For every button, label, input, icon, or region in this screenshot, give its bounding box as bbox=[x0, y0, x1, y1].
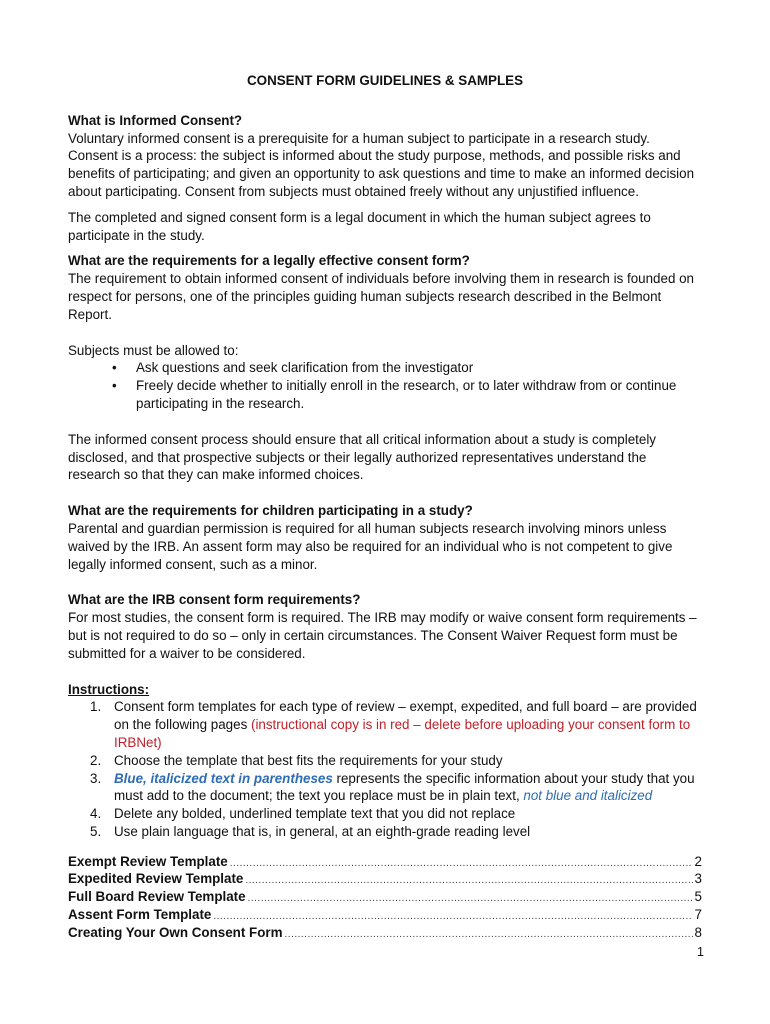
document-page bbox=[68, 66, 702, 942]
toc-item-full-board[interactable]: Full Board Review Template ..... 5 bbox=[68, 888, 702, 906]
list-item: 4. Delete any bolded, underlined template text that you did not replace bbox=[90, 806, 516, 822]
bullet-icon: • bbox=[112, 378, 117, 394]
heading-children: What are the requirements for children participating in a study? bbox=[68, 503, 473, 519]
paragraph-disclosure: The informed consent process should ensure that all critical information about a study is completely disclosed, and that prospective subjects or their legally authorized representatives understand the research so that they can make informed choices. bbox=[68, 431, 656, 483]
allowed-intro: Subjects must be allowed to: bbox=[68, 342, 239, 358]
paragraph-irb-requirements: For most studies, the consent form is required. The IRB may modify or waive consent form requirements – but is not required to do so – only in certain circumstances. The Consent Waiver Request form must be submitted for a waiver to be considered. bbox=[68, 610, 697, 661]
toc-item-assent[interactable]: Assent Form Template ..... 7 bbox=[68, 906, 702, 924]
list-item: 5. Use plain language that is, in general, at an eighth-grade reading level bbox=[90, 823, 531, 839]
list-item: 2. Choose the template that best fits the requirements for your study bbox=[90, 752, 503, 768]
page-number: 1 bbox=[697, 945, 704, 959]
paragraph-legal-requirements: The requirement to obtain informed consent of individuals before involving them in research is founded on respect for persons, one of the principles guiding human subjects research described in the Belmont Report. bbox=[68, 271, 695, 322]
placeholder-note: not blue and italicized bbox=[523, 788, 653, 804]
list-item: 3. Blue, italicized text in parentheses represents the specific information about your study that you must add to the document; the text you replace must be in plain text, not blue and italicized bbox=[90, 770, 695, 804]
paragraph-legal-document: The completed and signed consent form is a legal document in which the human subject agrees to participate in the study. bbox=[68, 209, 651, 243]
list-item: • Ask questions and seek clarification from the investigator bbox=[112, 360, 474, 376]
placeholder-sample: Blue, italicized text in parentheses bbox=[114, 770, 333, 786]
heading-informed-consent: What is Informed Consent? bbox=[68, 112, 243, 128]
instructions-heading: Instructions: bbox=[68, 681, 150, 697]
document-title: CONSENT FORM GUIDELINES & SAMPLES bbox=[246, 73, 523, 88]
table-of-contents bbox=[68, 853, 702, 942]
paragraph-informed-consent: Voluntary informed consent is a prerequisite for a human subject to participate in a research study. Consent is a process: the subject is informed about the study purpose, methods, and possible risks and benefits of participating; and given an opportunity to ask questions and time to make an informed decision about participating. Consent from subjects must obtained freely without any unjustified influence. bbox=[68, 130, 695, 199]
heading-irb-requirements: What are the IRB consent form requirements? bbox=[68, 592, 361, 608]
list-item: 1. Consent form templates for each type of review – exempt, expedited, and full board – are provided on the following pages (instructional copy is in red – delete before uploading your consent form to IRBNet) bbox=[90, 699, 697, 750]
heading-legal-requirements: What are the requirements for a legally effective consent form? bbox=[68, 253, 470, 269]
list-item: • Freely decide whether to initially enroll in the research, or to later withdraw from or continue participating in the research. bbox=[112, 378, 677, 411]
instructions-list bbox=[68, 698, 702, 840]
toc-item-exempt[interactable]: Exempt Review Template ..... 2 bbox=[68, 853, 702, 871]
toc-item-expedited[interactable]: Expedited Review Template ..... 3 bbox=[68, 870, 702, 888]
instructional-note: (instructional copy is in red – delete before uploading your consent form to IRBNet) bbox=[114, 717, 691, 750]
paragraph-children: Parental and guardian permission is required for all human subjects research involving minors unless waived by the IRB. An assent form may also be required for an individual who is not competent to give legally informed consent, such as a minor. bbox=[68, 520, 673, 572]
bullet-icon: • bbox=[112, 360, 117, 376]
toc-item-own-form[interactable]: Creating Your Own Consent Form ..... 8 bbox=[68, 924, 702, 942]
allowed-list bbox=[68, 359, 702, 412]
